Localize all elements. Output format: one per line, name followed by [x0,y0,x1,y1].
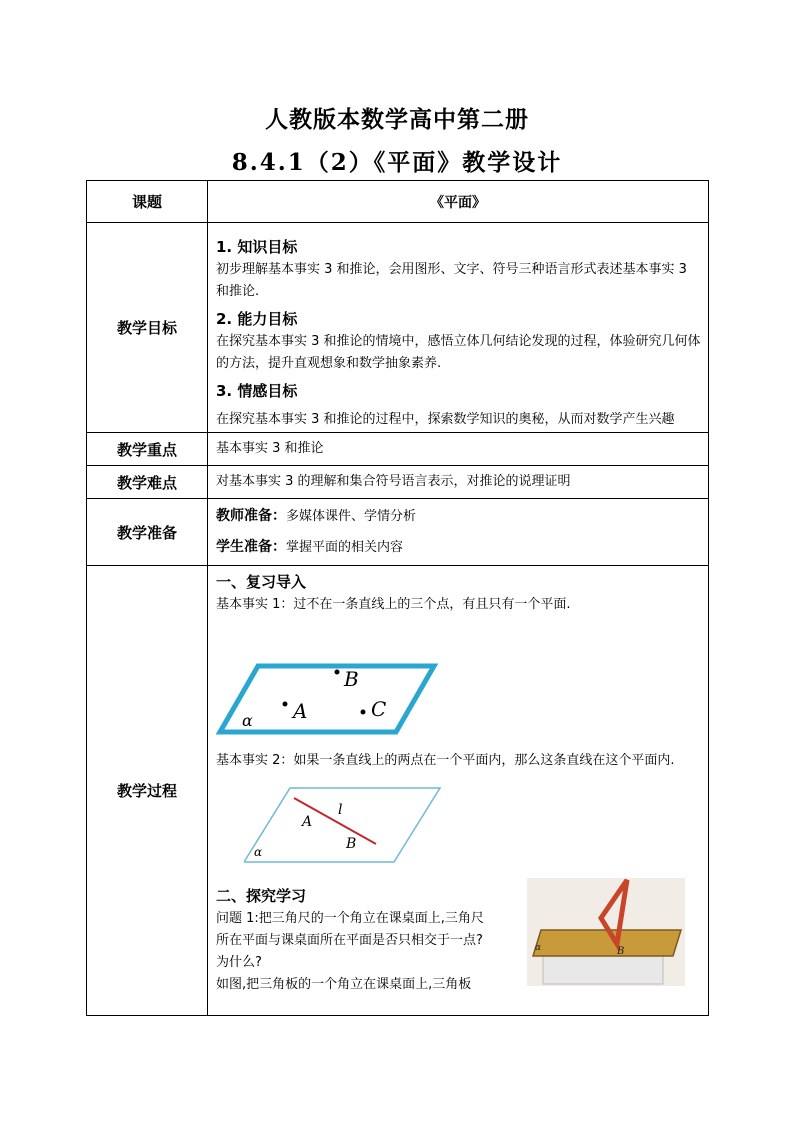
goal-knowledge-title: 1. 知识目标 [216,238,298,256]
difficult-label: 教学难点 [87,466,208,499]
row-prep [87,499,709,566]
fig2-label-b: B [346,836,357,852]
photo-label-alpha: α [535,943,542,953]
explore-section [216,884,708,996]
fact1-text: 基本事实 1：过不在一条直线上的三个点，有且只有一个平面. [216,597,571,612]
doc-title-line2: 8.4.1（2）《平面》教学设计 [231,149,563,176]
goal-emotion-title: 3. 情感目标 [216,382,298,400]
fact2-plane-figure [244,786,444,864]
fig1-label-a: A [293,699,308,723]
goal-emotion-text: 在探究基本事实 3 和推论的过程中，探索数学知识的奥秘，从而对数学产生兴趣 [216,412,675,427]
fig1-label-b: B [344,667,359,691]
triangle-desk-photo [527,878,685,986]
fact2-text: 基本事实 2：如果一条直线上的两点在一个平面内，那么这条直线在这个平面内. [216,753,675,768]
topic-label: 课题 [87,181,208,223]
goal-ability-text: 在探究基本事实 3 和推论的情境中，感悟立体几何结论发现的过程，体验研究几何体的方法，提升直观想象和数学抽象素养. [216,334,701,371]
fact1-plane-figure [216,636,446,736]
question1-line3: 为什么? [216,955,262,970]
teacher-prep-value: 多媒体课件、学情分析 [286,509,417,524]
student-prep-value: 掌握平面的相关内容 [286,540,404,555]
key-value: 基本事实 3 和推论 [208,433,709,466]
difficult-value: 对基本事实 3 的理解和集合符号语言表示，对推论的说理证明 [208,466,709,499]
student-prep-label: 学生准备： [216,539,286,555]
fig2-label-alpha: α [254,845,263,859]
fig2-label-a: A [302,814,313,830]
goals-content [208,223,709,433]
row-process [87,566,709,1016]
process-content [208,566,709,1016]
key-label: 教学重点 [87,433,208,466]
row-difficult [87,466,709,499]
fig1-label-c: C [371,697,387,721]
question1-line2: 所在平面与课桌面所在平面是否只相交于一点? [216,933,483,948]
point-a-dot [283,702,288,707]
prep-label: 教学准备 [87,499,208,566]
teacher-prep-label: 教师准备： [216,508,286,524]
fig2-label-l: l [338,802,343,818]
point-c-dot [361,710,366,715]
row-key [87,433,709,466]
question1-line1: 问题 1:把三角尺的一个角立在课桌面上,三角尺 [216,911,484,926]
row-topic [87,181,709,223]
desk-top [533,930,681,956]
goal-ability-title: 2. 能力目标 [216,310,298,328]
process-label: 教学过程 [87,566,208,1016]
prep-content [208,499,709,566]
lesson-plan-table [86,180,709,1016]
row-goals [87,223,709,433]
goal-knowledge-text: 初步理解基本事实 3 和推论，会用图形、文字、符号三种语言形式表述基本事实 3 和推论. [216,262,687,299]
question1-line4: 如图,把三角板的一个角立在课桌面上,三角板 [216,977,472,992]
doc-title-line1: 人教版本数学高中第二册 [265,106,529,133]
fig1-label-alpha: α [242,711,253,730]
topic-value: 《平面》 [208,181,709,223]
point-b-dot [335,670,340,675]
goals-label: 教学目标 [87,223,208,433]
review-section-title: 一、复习导入 [216,573,307,591]
explore-section-title: 二、探究学习 [216,887,307,905]
photo-label-b: B [617,946,625,957]
